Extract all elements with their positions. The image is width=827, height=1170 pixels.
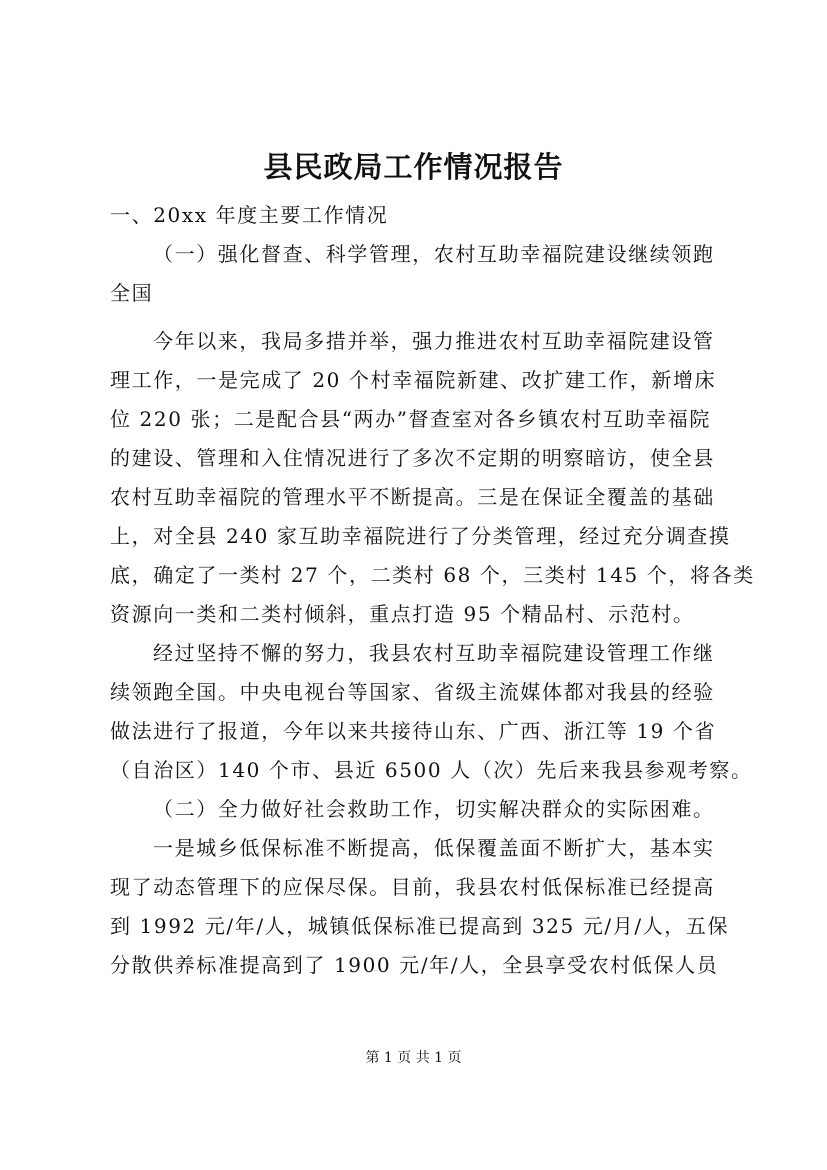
paragraph-line: 现了动态管理下的应保尽保。目前，我县农村低保标准已经提高: [110, 875, 715, 899]
paragraph-line: 到 1992 元/年/人，城镇低保标准已提高到 325 元/月/人，五保: [110, 914, 730, 938]
paragraph-line: 底，确定了一类村 27 个，二类村 68 个，三类村 145 个，将各类: [110, 563, 755, 587]
paragraph-line: 今年以来，我局多措并举，强力推进农村互助幸福院建设管: [153, 329, 715, 353]
paragraph-line: 一是城乡低保标准不断提高，低保覆盖面不断扩大，基本实: [153, 836, 715, 860]
paragraph-line: 理工作，一是完成了 20 个村幸福院新建、改扩建工作，新增床: [110, 368, 717, 392]
paragraph-line: 分散供养标准提高到了 1900 元/年/人，全县享受农村低保人员: [110, 953, 719, 977]
paragraph-line: 农村互助幸福院的管理水平不断提高。三是在保证全覆盖的基础: [110, 485, 715, 509]
paragraph-line: 位 220 张；二是配合县“两办”督查室对各乡镇农村互助幸福院: [110, 407, 711, 431]
paragraph-line: 上，对全县 240 家互助幸福院进行了分类管理，经过充分调查摸: [110, 524, 731, 548]
paragraph-line: 经过坚持不懈的努力，我县农村互助幸福院建设管理工作继: [153, 641, 715, 665]
paragraph-line: （自治区）140 个市、县近 6500 人（次）先后来我县参观考察。: [110, 758, 753, 782]
subsection-heading: （一）强化督查、科学管理，农村互助幸福院建设继续领跑: [153, 242, 715, 266]
document-title: 县民政局工作情况报告: [263, 150, 564, 184]
subsection-heading-continued: 全国: [110, 281, 154, 305]
paragraph-line: 的建设、管理和入住情况进行了多次不定期的明察暗访，使全县: [110, 446, 715, 470]
paragraph-line: 做法进行了报道，今年以来共接待山东、广西、浙江等 19 个省: [110, 719, 717, 743]
paragraph-line: 资源向一类和二类村倾斜，重点打造 95 个精品村、示范村。: [110, 602, 695, 626]
page-number-footer: 第 1 页 共 1 页: [365, 1050, 462, 1066]
document-body: [110, 196, 755, 985]
section-heading: 一、20xx 年度主要工作情况: [110, 203, 389, 227]
subsection-heading: （二）全力做好社会救助工作，切实解决群众的实际困难。: [153, 797, 715, 821]
paragraph-line: 续领跑全国。中央电视台等国家、省级主流媒体都对我县的经验: [110, 680, 715, 704]
